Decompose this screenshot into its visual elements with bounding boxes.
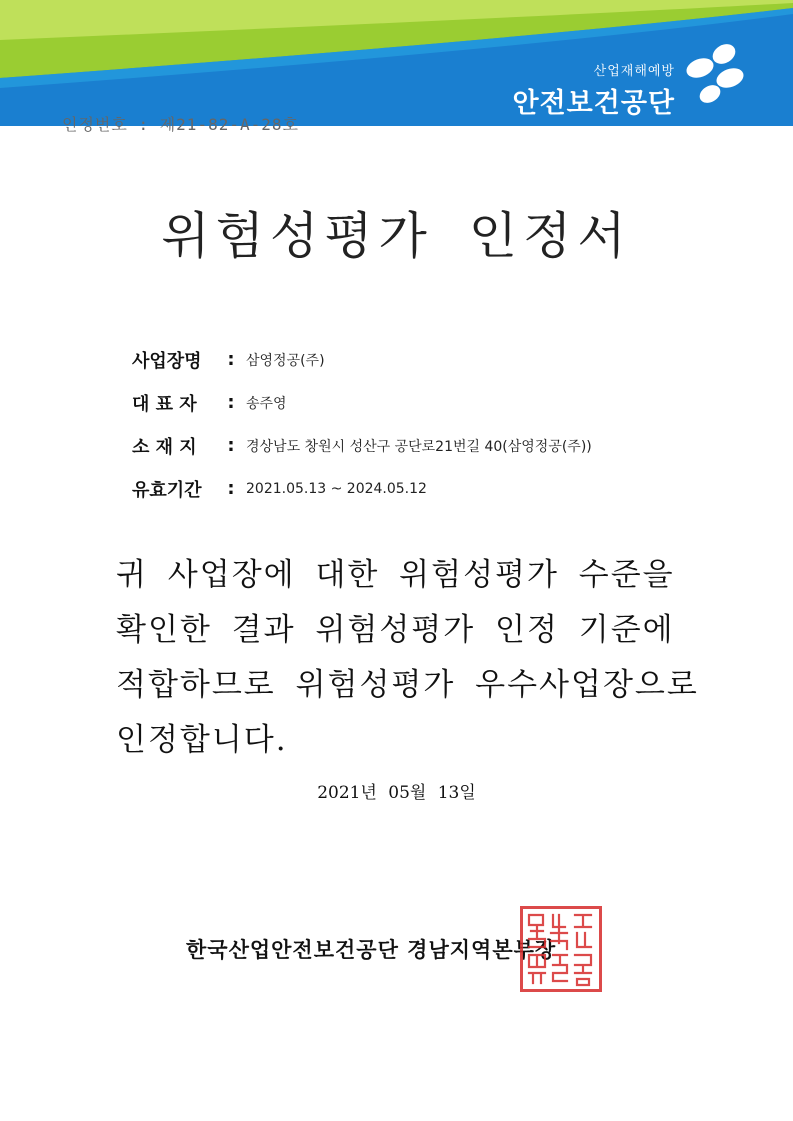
org-name: 안전보건공단 — [512, 88, 675, 119]
kosha-cross-icon — [678, 38, 748, 108]
certification-statement — [116, 548, 699, 768]
info-value: 송주영 — [246, 395, 287, 412]
info-row-address — [132, 424, 592, 467]
brand-block — [513, 60, 676, 120]
info-colon: : — [227, 435, 235, 456]
info-value: 삼영정공(주) — [246, 352, 325, 369]
issuer-name: 한국산업안전보건공단 경남지역본부장 — [186, 938, 557, 962]
info-colon: : — [227, 392, 235, 413]
info-row-validity-period — [132, 467, 592, 510]
official-seal-stamp — [520, 906, 602, 992]
certificate-number: 인정번호 : 제21-82-A-28호 — [62, 115, 299, 134]
statement-line: 귀 사업장에 대한 위험성평가 수준을 — [116, 557, 675, 593]
issue-date: 2021년 05월 13일 — [317, 783, 476, 803]
info-value: 경상남도 창원시 성산구 공단로21번길 40(삼영정공(주)) — [246, 438, 592, 455]
info-row-representative — [132, 381, 592, 424]
info-row-business-name — [132, 338, 592, 381]
info-value: 2021.05.13 ~ 2024.05.12 — [246, 480, 427, 497]
info-colon: : — [227, 349, 235, 370]
info-label: 유효기간 — [132, 479, 202, 501]
page-title: 위험성평가 인정서 — [161, 207, 632, 265]
info-label: 사업장명 — [132, 350, 202, 372]
seal-pattern — [523, 909, 599, 989]
info-table — [132, 338, 592, 510]
statement-line: 인정합니다. — [116, 722, 288, 758]
statement-line: 확인한 결과 위험성평가 인정 기준에 — [116, 612, 675, 648]
statement-line: 적합하므로 위험성평가 우수사업장으로 — [116, 667, 699, 703]
info-label: 대 표 자 — [132, 393, 197, 415]
info-colon: : — [227, 478, 235, 499]
org-subtitle: 산업재해예방 — [593, 64, 675, 79]
header-banner — [0, 0, 793, 126]
info-label: 소 재 지 — [132, 436, 197, 458]
